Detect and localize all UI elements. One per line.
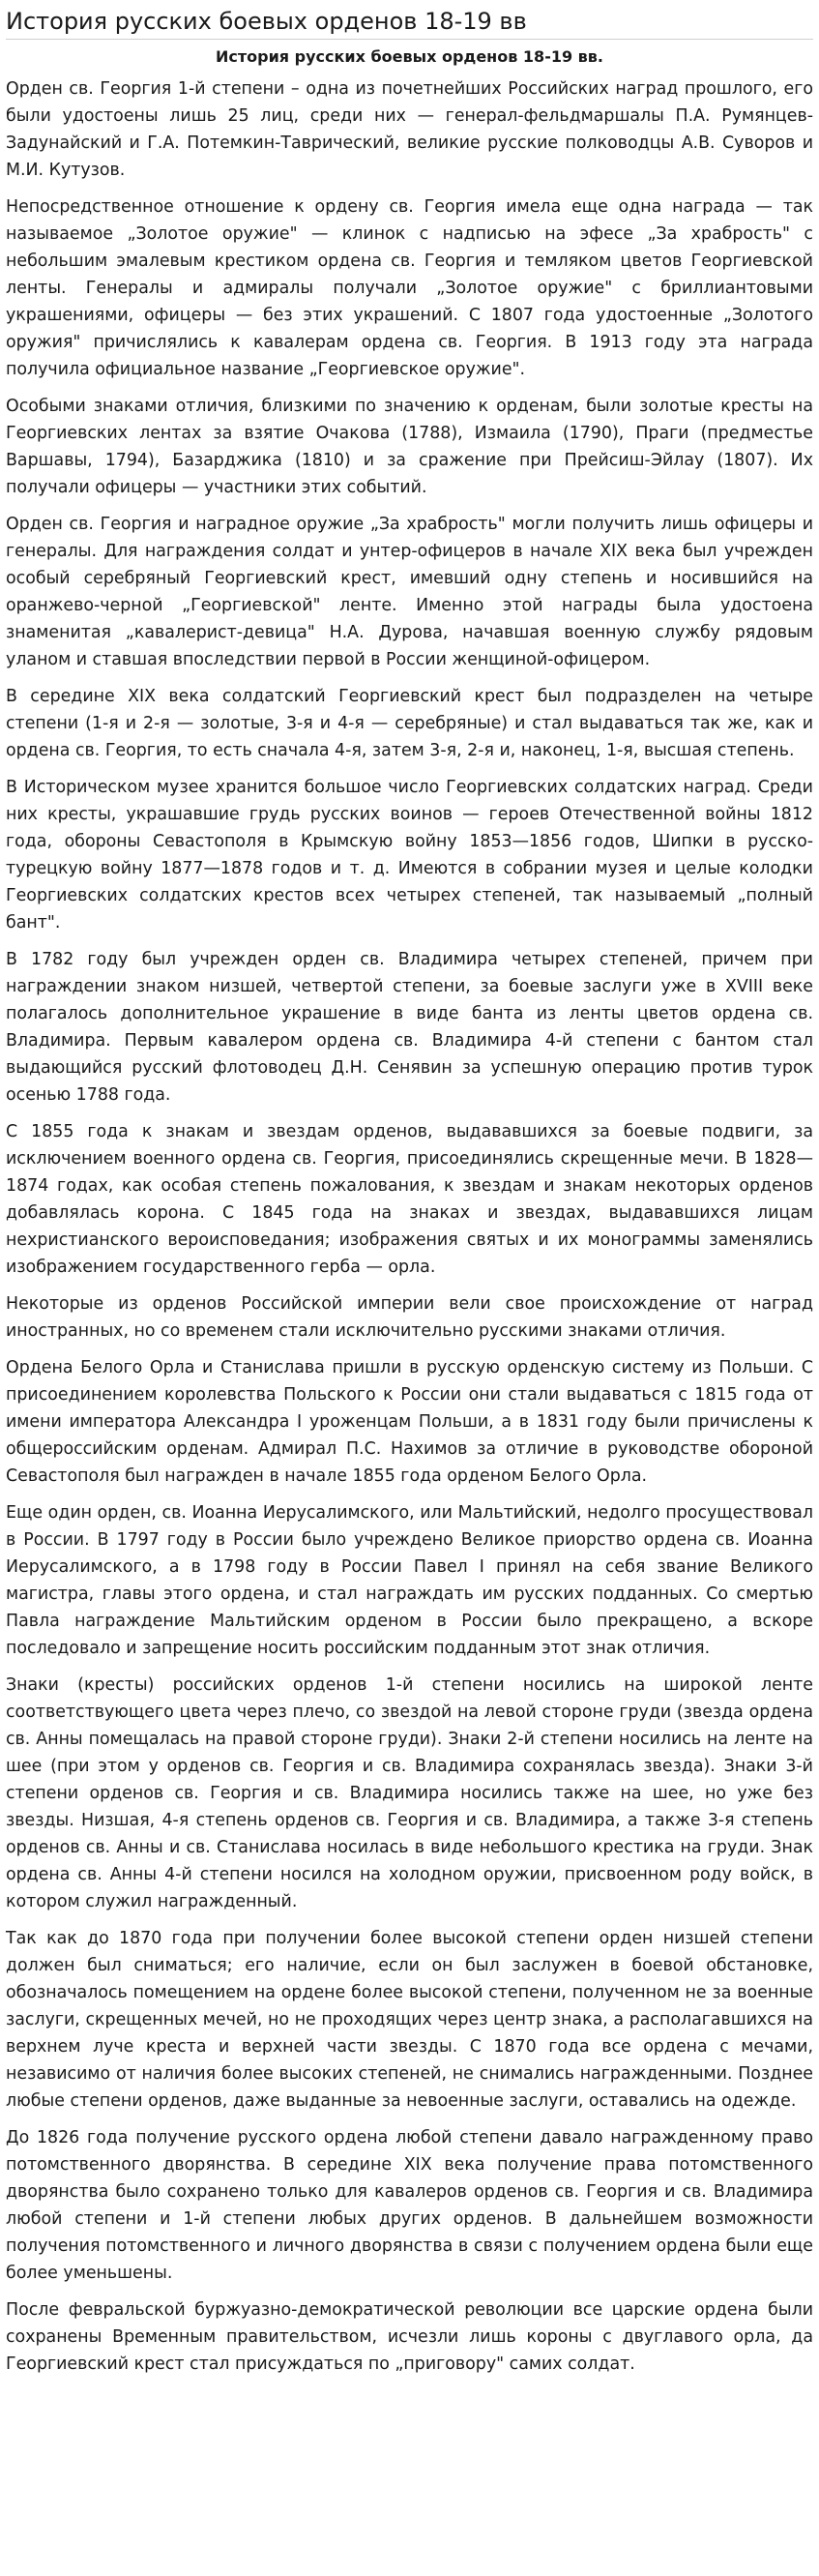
paragraph: После февральской буржуазно-демократической революции все царские ордена были сохранены Временным правительством, исчезли лишь короны с двуглавого орла, да Георгиевский крест стал присуждаться по „приговору" самих солдат.: [6, 2300, 813, 2374]
paragraph: С 1855 года к знакам и звездам орденов, выдававшихся за боевые подвиги, за исключением военного ордена св. Георгия, присоединялись скрещенные мечи. В 1828—1874 годах, как особая степень пожалования, к звездам и знакам некоторых орденов добавлялась корона. С 1845 года на знаках и звездах, выдававшихся лицам нехристианского вероисповедания; изображения святых и их монограммы заменялись изображением государственного герба — орла.: [6, 1122, 813, 1277]
paragraph: В 1782 году был учрежден орден св. Владимира четырех степеней, причем при награждении знаком низшей, четвертой степени, за боевые заслуги уже в XVIII веке полагалось дополнительное украшение в виде банта из ленты цветов ордена св. Владимира. Первым кавалером ордена св. Владимира 4-й степени с бантом стал выдающийся русский флотоводец Д.Н. Сенявин за успешную операцию против турок осенью 1788 года.: [6, 950, 813, 1105]
paragraph: Орден св. Георгия и наградное оружие „За храбрость" могли получить лишь офицеры и генералы. Для награждения солдат и унтер-офицеров в начале XIX века был учрежден особый серебряный Георгиевский крест, имевший одну степень и носившийся на оранжево-черной „Георгиевской" ленте. Именно этой награды была удостоена знаменитая „кавалерист-девица" Н.А. Дурова, начавшая военную службу рядовым уланом и ставшая впоследствии первой в России женщиной-офицером.: [6, 515, 813, 669]
paragraph: До 1826 года получение русского ордена любой степени давало награжденному право потомственного дворянства. В середине XIX века получение права потомственного дворянства было сохранено только для кавалеров орденов св. Георгия и св. Владимира любой степени и 1-й степени любых других орденов. В дальнейшем возможности получения потомственного и личного дворянства в связи с получением ордена были еще более уменьшены.: [6, 2128, 813, 2283]
paragraph: В середине XIX века солдатский Георгиевский крест был подразделен на четыре степени (1-я и 2-я — золотые, 3-я и 4-я — серебряные) и стал выдаваться так же, как и ордена св. Георгия, то есть сначала 4-я, затем 3-я, 2-я и, наконец, 1-я, высшая степень.: [6, 687, 813, 760]
article-subtitle: История русских боевых орденов 18-19 вв.: [216, 47, 603, 66]
paragraph: Некоторые из орденов Российской империи вели свое происхождение от наград иностранных, но со временем стали исключительно русскими знаками отличия.: [6, 1294, 813, 1341]
paragraph: Орден св. Георгия 1-й степени – одна из почетнейших Российских наград прошлого, его были удостоены лишь 25 лиц, среди них — генерал-фельдмаршалы П.А. Румянцев-Задунайский и Г.А. Потемкин-Таврический, великие русские полководцы А.В. Суворов и М.И. Кутузов.: [6, 79, 813, 180]
paragraph: Особыми знаками отличия, близкими по значению к орденам, были золотые кресты на Георгиевских лентах за взятие Очакова (1788), Измаила (1790), Праги (предместье Варшавы, 1794), Базарджика (1810) и за сражение при Прейсиш-Эйлау (1807). Их получали офицеры — участники этих событий.: [6, 397, 813, 497]
paragraph: Знаки (кресты) российских орденов 1-й степени носились на широкой ленте соответствующего цвета через плечо, со звездой на левой стороне груди (звезда ордена св. Анны помещалась на правой стороне груди). Знаки 2-й степени носились на ленте на шее (при этом у орденов св. Георгия и св. Владимира сохранялась звезда). Знаки 3-й степени орденов св. Георгия и св. Владимира носились также на шее, но уже без звезды. Низшая, 4-я степень орденов св. Георгия и св. Владимира, а также 3-я степень орденов св. Анны и св. Станислава носилась в виде небольшого крестика на груди. Знак ордена св. Анны 4-й степени носился на холодном оружии, присвоенном роду войск, в котором служил награжденный.: [6, 1675, 813, 1911]
paragraph: Так как до 1870 года при получении более высокой степени орден низшей степени должен был сниматься; его наличие, если он был заслужен в боевой обстановке, обозначалось помещением на ордене более высокой степени, полученном не за военные заслуги, скрещенных мечей, но не проходящих через центр знака, а располагавшихся на верхнем луче креста и верхней части звезды. С 1870 года все ордена с мечами, независимо от наличия более высоких степеней, не снимались награжденными. Позднее любые степени орденов, даже выданные за невоенные заслуги, оставались на одежде.: [6, 1929, 813, 2111]
title-divider: [6, 39, 813, 40]
paragraph: В Историческом музее хранится большое число Георгиевских солдатских наград. Среди них кресты, украшавшие грудь русских воинов — героев Отечественной войны 1812 года, обороны Севастополя в Крымскую войну 1853—1856 годов, Шипки в русско-турецкую войну 1877—1878 годов и т. д. Имеются в собрании музея и целые колодки Георгиевских солдатских крестов всех четырех степеней, так называемый „полный бант".: [6, 778, 813, 933]
article-body: [6, 75, 813, 2378]
paragraph: Ордена Белого Орла и Станислава пришли в русскую орденскую систему из Польши. С присоединением королевства Польского к России они стали выдаваться с 1815 года от имени императора Александра I уроженцам Польши, а в 1831 году были причислены к общероссийским орденам. Адмирал П.С. Нахимов за отличие в руководстве обороной Севастополя был награжден в начале 1855 года орденом Белого Орла.: [6, 1358, 813, 1486]
paragraph: Непосредственное отношение к ордену св. Георгия имела еще одна награда — так называемое „Золотое оружие" — клинок с надписью на эфесе „За храбрость" с небольшим эмалевым крестиком ордена св. Георгия и темляком цветов Георгиевской ленты. Генералы и адмиралы получали „Золотое оружие" с бриллиантовыми украшениями, офицеры — без этих украшений. С 1807 года удостоенные „Золотого оружия" причислялись к кавалерам ордена св. Георгия. В 1913 году эта награда получила официальное название „Георгиевское оружие".: [6, 197, 813, 379]
page-title: История русских боевых орденов 18-19 вв: [6, 8, 527, 35]
paragraph: Еще один орден, св. Иоанна Иерусалимского, или Мальтийский, недолго просуществовал в России. В 1797 году в России было учреждено Великое приорство ордена св. Иоанна Иерусалимского, а в 1798 году в России Павел I принял на себя звание Великого магистра, главы этого ордена, и стал награждать им русских подданных. Со смертью Павла награждение Мальтийским орденом в России было прекращено, а вскоре последовало и запрещение носить российским подданным этот знак отличия.: [6, 1503, 813, 1658]
